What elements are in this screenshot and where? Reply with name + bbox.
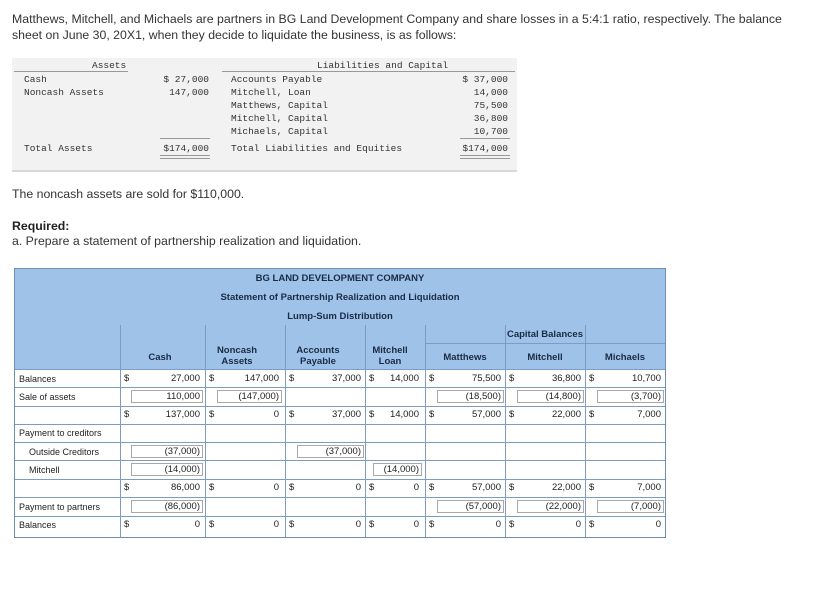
dollar-sign: $ bbox=[589, 409, 595, 420]
col-ap-header: Accounts Payable bbox=[296, 345, 340, 367]
dollar-sign: $ bbox=[289, 482, 295, 493]
liab-value: 36,800 bbox=[473, 113, 508, 124]
dollar-sign: $ bbox=[124, 482, 130, 493]
capital-balances-header: Capital Balances bbox=[506, 329, 584, 340]
dollar-sign: $ bbox=[369, 482, 375, 493]
col-noncash-header: Noncash Assets bbox=[216, 345, 258, 367]
amount-cell[interactable]: (14,800) bbox=[545, 391, 581, 402]
amount-cell: 14,000 bbox=[389, 409, 419, 420]
dollar-sign: $ bbox=[209, 409, 215, 420]
dollar-sign: $ bbox=[589, 519, 595, 530]
liabilities-header: Liabilities and Capital bbox=[317, 60, 449, 71]
amount-cell: 37,000 bbox=[331, 409, 361, 420]
dollar-sign: $ bbox=[589, 482, 595, 493]
col-mitchell-header: Mitchell bbox=[527, 352, 563, 363]
statement-subtitle2: Lump-Sum Distribution bbox=[287, 311, 393, 322]
noncash-value: 147,000 bbox=[169, 87, 209, 98]
total-liab-value: $174,000 bbox=[462, 143, 508, 154]
amount-cell: 57,000 bbox=[471, 482, 501, 493]
dollar-sign: $ bbox=[429, 409, 435, 420]
amount-cell: 75,500 bbox=[471, 373, 501, 384]
row-label: Outside Creditors bbox=[29, 447, 100, 457]
dollar-sign: $ bbox=[509, 519, 515, 530]
liab-value: $ 37,000 bbox=[462, 74, 508, 85]
amount-cell: 57,000 bbox=[471, 409, 501, 420]
col-cash-header: Cash bbox=[148, 352, 172, 363]
amount-cell: 86,000 bbox=[170, 482, 200, 493]
amount-cell[interactable]: (57,000) bbox=[465, 501, 501, 512]
problem-intro: Matthews, Mitchell, and Michaels are partners in BG Land Development Company and share losses in a 5:4:1 ratio, respectively. The balance sheet on June 30, 20X1, when they decide to liquidate the business, is as follows: bbox=[12, 12, 782, 42]
col-matthews-header: Matthews bbox=[443, 352, 487, 363]
liab-label: Michaels, Capital bbox=[231, 126, 328, 137]
cash-value: $ 27,000 bbox=[163, 74, 209, 85]
required-label: Required: bbox=[12, 219, 70, 233]
row-label: Payment to creditors bbox=[19, 428, 102, 438]
dollar-sign: $ bbox=[289, 409, 295, 420]
amount-cell: 147,000 bbox=[244, 373, 279, 384]
amount-cell: 0 bbox=[355, 519, 361, 530]
dollar-sign: $ bbox=[509, 409, 515, 420]
amount-cell[interactable]: (14,000) bbox=[383, 464, 419, 475]
liab-value: 14,000 bbox=[473, 87, 508, 98]
amount-cell[interactable]: 110,000 bbox=[166, 391, 200, 402]
amount-cell: 22,000 bbox=[551, 409, 581, 420]
required-a: a. Prepare a statement of partnership realization and liquidation. bbox=[12, 234, 362, 248]
amount-cell: 0 bbox=[495, 519, 501, 530]
row-label: Payment to partners bbox=[19, 502, 101, 512]
noncash-label: Noncash Assets bbox=[24, 87, 104, 98]
amount-cell[interactable]: (147,000) bbox=[238, 391, 279, 402]
amount-cell: 0 bbox=[194, 519, 200, 530]
dollar-sign: $ bbox=[429, 482, 435, 493]
dollar-sign: $ bbox=[589, 373, 595, 384]
statement-subtitle: Statement of Partnership Realization and Liquidation bbox=[220, 292, 460, 303]
liab-label: Matthews, Capital bbox=[231, 100, 328, 111]
dollar-sign: $ bbox=[509, 373, 515, 384]
amount-cell[interactable]: (22,000) bbox=[545, 501, 581, 512]
dollar-sign: $ bbox=[209, 519, 215, 530]
amount-cell[interactable]: (14,000) bbox=[164, 464, 200, 475]
amount-cell[interactable]: (7,000) bbox=[630, 501, 661, 512]
amount-cell: 7,000 bbox=[637, 482, 661, 493]
liab-value: 10,700 bbox=[473, 126, 508, 137]
liab-label: Mitchell, Loan bbox=[231, 87, 311, 98]
amount-cell: 0 bbox=[273, 482, 279, 493]
dollar-sign: $ bbox=[369, 519, 375, 530]
balance-sheet bbox=[12, 58, 517, 172]
row-label: Balances bbox=[19, 374, 57, 384]
dollar-sign: $ bbox=[369, 373, 375, 384]
amount-cell: 36,800 bbox=[551, 373, 581, 384]
total-liab-label: Total Liabilities and Equities bbox=[231, 143, 403, 154]
amount-cell: 14,000 bbox=[389, 373, 419, 384]
total-assets-label: Total Assets bbox=[24, 143, 93, 154]
dollar-sign: $ bbox=[369, 409, 375, 420]
dollar-sign: $ bbox=[124, 373, 130, 384]
amount-cell: 10,700 bbox=[631, 373, 661, 384]
amount-cell: 0 bbox=[273, 519, 279, 530]
dollar-sign: $ bbox=[429, 373, 435, 384]
col-loan-header: Mitchell Loan bbox=[372, 345, 408, 367]
liab-label: Accounts Payable bbox=[231, 74, 323, 85]
amount-cell: 22,000 bbox=[551, 482, 581, 493]
dollar-sign: $ bbox=[509, 482, 515, 493]
amount-cell: 0 bbox=[355, 482, 361, 493]
dollar-sign: $ bbox=[209, 482, 215, 493]
cash-label: Cash bbox=[24, 74, 47, 85]
amount-cell: 27,000 bbox=[170, 373, 200, 384]
amount-cell: 0 bbox=[575, 519, 581, 530]
amount-cell[interactable]: (37,000) bbox=[325, 446, 361, 457]
amount-cell[interactable]: (18,500) bbox=[465, 391, 501, 402]
amount-cell: 137,000 bbox=[165, 409, 200, 420]
dollar-sign: $ bbox=[429, 519, 435, 530]
col-michaels-header: Michaels bbox=[604, 352, 646, 363]
dollar-sign: $ bbox=[289, 519, 295, 530]
dollar-sign: $ bbox=[124, 409, 130, 420]
amount-cell: 0 bbox=[413, 482, 419, 493]
dollar-sign: $ bbox=[289, 373, 295, 384]
amount-cell[interactable]: (86,000) bbox=[164, 501, 200, 512]
sold-text: The noncash assets are sold for $110,000. bbox=[12, 187, 245, 201]
amount-cell: 0 bbox=[273, 409, 279, 420]
assets-header: Assets bbox=[92, 60, 127, 71]
amount-cell: 0 bbox=[413, 519, 419, 530]
liab-value: 75,500 bbox=[473, 100, 508, 111]
dollar-sign: $ bbox=[124, 519, 130, 530]
amount-cell: 0 bbox=[655, 519, 661, 530]
amount-cell[interactable]: (37,000) bbox=[164, 446, 200, 457]
amount-cell[interactable]: (3,700) bbox=[630, 391, 661, 402]
statement-title: BG LAND DEVELOPMENT COMPANY bbox=[255, 273, 425, 284]
amount-cell: 37,000 bbox=[331, 373, 361, 384]
row-label: Sale of assets bbox=[19, 392, 76, 402]
amount-cell: 7,000 bbox=[637, 409, 661, 420]
row-label: Balances bbox=[19, 520, 57, 530]
liquidation-statement bbox=[14, 268, 666, 538]
total-assets-value: $174,000 bbox=[163, 143, 209, 154]
dollar-sign: $ bbox=[209, 373, 215, 384]
liab-label: Mitchell, Capital bbox=[231, 113, 328, 124]
row-label: Mitchell bbox=[29, 465, 60, 475]
